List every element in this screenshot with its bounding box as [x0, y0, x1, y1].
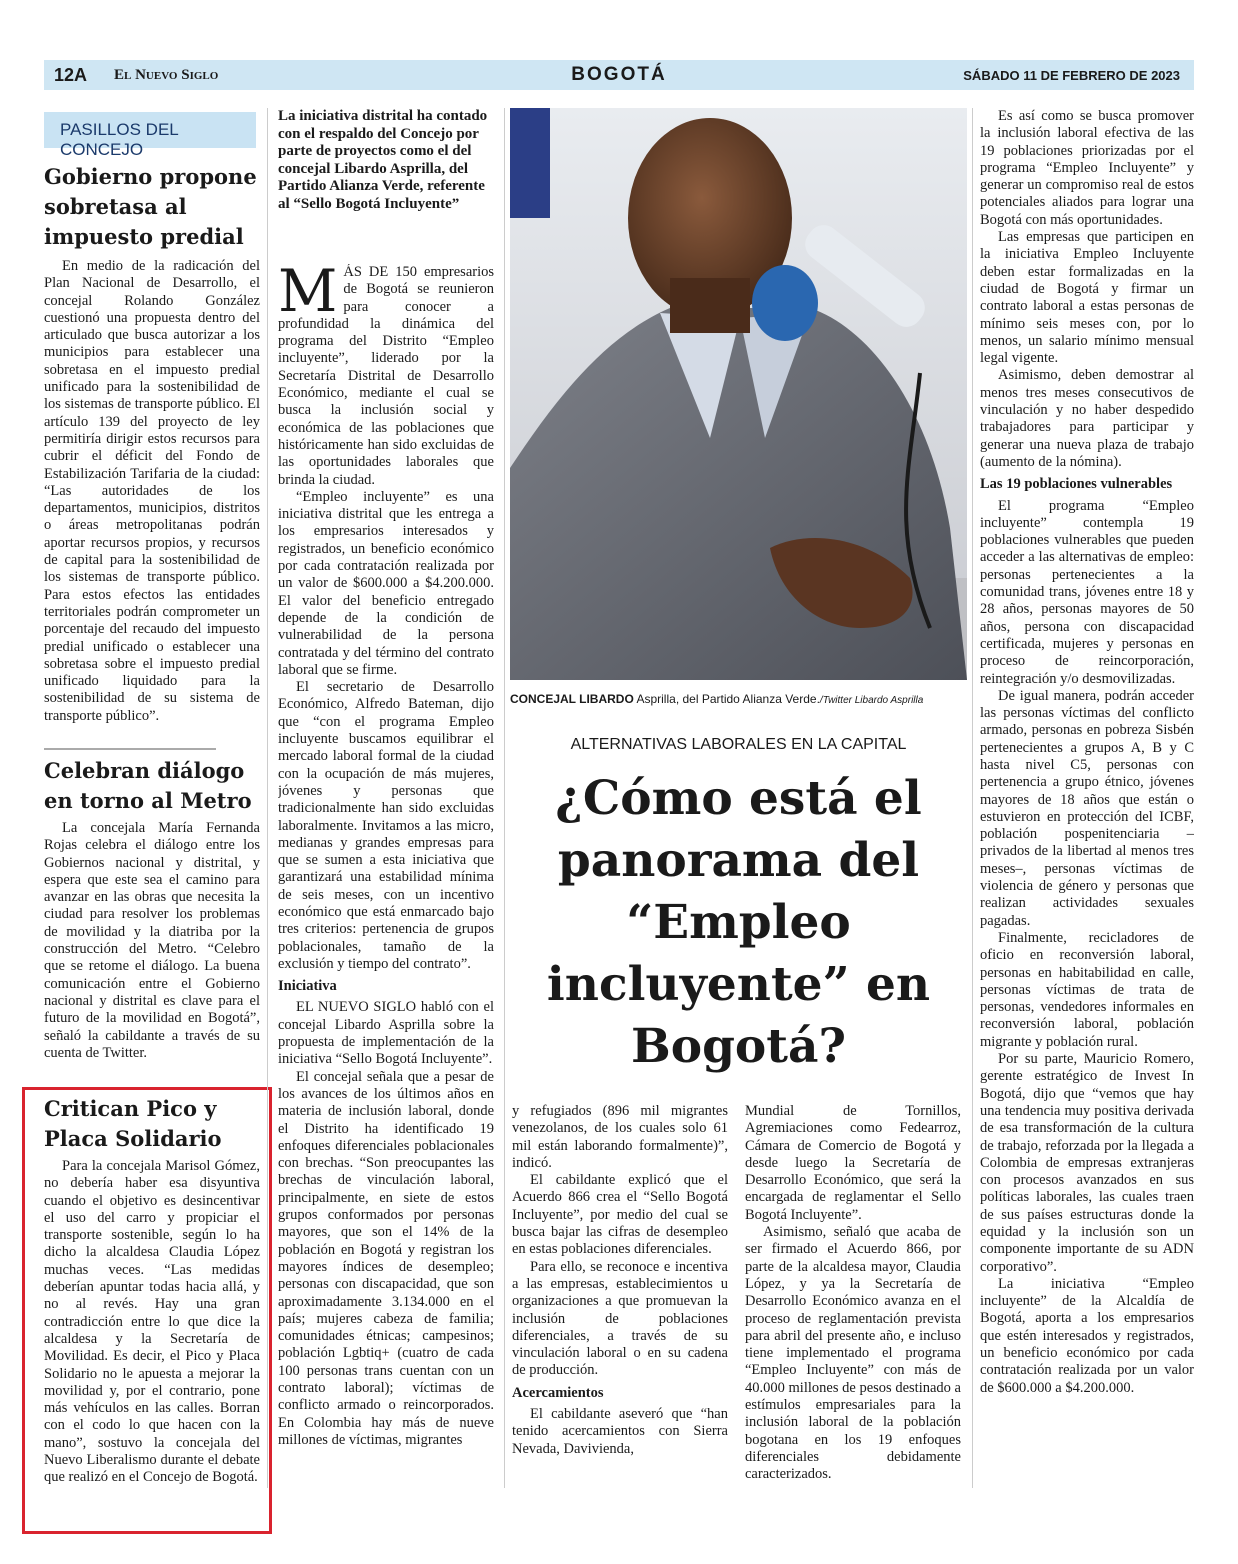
p1-rest: de Bogotá se reunieron para conocer a profundidad la dinámica del programa del Distrito “Empleo incluyente”, liderado por la Secretaría Distrital de Desarrollo Económico, mediante el cual se busca la inclusión social y económica de las poblaciones que históricamente han sido excluidas de las oportunidades laborales que brinda la ciudad. [278, 281, 494, 488]
p1-cap: ÁS DE 150 empresarios [343, 264, 494, 280]
subhead-poblaciones: Las 19 poblaciones vulnerables [980, 476, 1173, 493]
brief-3-title: Critican Pico y Placa Solidario [44, 1096, 222, 1151]
masthead: El Nuevo Siglo [114, 67, 219, 83]
article-column-3 [745, 1103, 961, 1489]
kicker: ALTERNATIVAS LABORALES EN LA CAPITAL [570, 736, 907, 753]
paragraph: Asimismo, deben demostrar al menos tres meses consecutivos de vinculación y no haber despedido trabajadores para participar y generar una nueva plaza de trabajo (aumento de la nómina). [980, 367, 1194, 470]
paragraph: “Empleo incluyente” es una iniciativa distrital que les entrega a los empresarios interesados y registrados, un beneficio económico por cada contratación realizada por un valor de $600.000 a $4.200.000. El valor del beneficio entregado depende de la condición de vulnerabilidad de la persona contratada y del término del contrato laboral que se firme. [278, 488, 494, 678]
paragraph: EL NUEVO SIGLO habló con el concejal Libardo Asprilla sobre la propuesta de implementación de la iniciativa “Sello Bogotá Incluyente”. [278, 999, 494, 1068]
paragraph: Finalmente, recicladores de oficio en reconversión laboral, personas en habitabilidad en calle, personas víctimas de trata de personas, vendedores informales en reconversión laboral, población migrante y población rural. [980, 929, 1194, 1050]
column-divider [972, 108, 973, 1488]
column-divider [504, 108, 505, 1488]
article-column-4 [980, 108, 1194, 1494]
brief-1-title: Gobierno propone sobretasa al impuesto predial [44, 164, 257, 249]
brief-3-text: Para la concejala Marisol Gómez, no debería haber esa disyuntiva cuando el objetivo es desincentivar el uso del carro y propiciar el transporte sostenible, según lo ha dicho la alcaldesa Claudia López muchas veces. “Las medidas deberían apuntar todas hacia allá, y no al revés. Hay una gran contradicción entre lo que dice la alcaldesa y la Secretaría de Movilidad. Es decir, el Pico y Placa Solidario no le apuesta a mejorar la movilidad y, por el contrario, pone más vehículos en las calles. Borran con el codo lo que hacen con la mano”, sostuvo la concejala del Nuevo Liberalismo durante el debate que realizó en el Concejo de Bogotá. [44, 1158, 260, 1486]
issue-date: SÁBADO 11 DE FEBRERO DE 2023 [963, 68, 1180, 83]
brief-3-body [44, 1158, 260, 1492]
subhead-iniciativa: Iniciativa [278, 978, 337, 995]
paragraph: El secretario de Desarrollo Económico, Alfredo Bateman, dijo que “con el programa Empleo incluyente buscamos equilibrar el mercado laboral formal de la ciudad con la ocupación de más mujeres, jóvenes y personas que tradicionalmente han sido excluidas laboralmente. Invitamos a las micro, medianas y grandes empresas para que se sumen a esta iniciativa que garantizará una estabilidad mínima de seis meses, con un incentivo económico que está enmarcado bajo tres criterios: pertenencia de grupos poblacionales, tamaño de la exclusión y tiempo del contrato”. [278, 679, 494, 972]
brief-divider [44, 748, 216, 750]
article-lead: La iniciativa distrital ha contado con el respaldo del Concejo por parte de proyectos como el del concejal Libardo Asprilla, del Partido Alianza Verde, referente al “Sello Bogotá Incluyente” [278, 108, 488, 212]
paragraph: Asimismo, señaló que acaba de ser firmado el Acuerdo 866, por parte de la alcaldesa mayor, Claudia López, y ya la Secretaría de Desarrollo Económico avanza en el proceso de reglamentación prevista para abril del presente año, e incluso tiene implementado el programa “Empleo Incluyente” con más de 40.000 millones de pesos destinado a estímulos empresariales para la inclusión laboral de la población bogotana en los 19 enfoques diferenciales debidamente caracterizados. [745, 1224, 961, 1483]
caption-bold: CONCEJAL LIBARDO [510, 692, 634, 706]
brief-2-title: Celebran diálogo en torno al Metro [44, 758, 252, 813]
sidebar-tag: PASILLOS DEL CONCEJO [44, 112, 256, 148]
backdrop-logo [510, 108, 550, 218]
microphone-head [752, 265, 818, 341]
headline: ¿Cómo está el panorama del “Empleo incluyente” en Bogotá? [546, 771, 931, 1074]
photo-caption [510, 692, 970, 706]
caption-text: Asprilla, del Partido Alianza Verde. [633, 692, 820, 706]
column-divider [267, 108, 268, 1488]
paragraph: La iniciativa “Empleo incluyente” de la Alcaldía de Bogotá, aporta a los empresarios que estén interesados y registrados, un beneficio económico por cada contratación realizada por un valor de $600.000 a $4.200.000. [980, 1275, 1194, 1396]
neck [670, 278, 750, 333]
paragraph: El programa “Empleo incluyente” contempla 19 poblaciones vulnerables que pueden acceder a las alternativas de empleo: personas pertenecientes a la comunidad trans, jóvenes entre 18 y 28 años, personas mayores de 50 años, persona con discapacidad certificada, mujeres y personas en proceso de reincorporación, reintegración y/o desmovilizadas. [980, 497, 1194, 687]
paragraph: El cabildante aseveró que “han tenido acercamientos con Sierra Nevada, Davivienda, [512, 1406, 728, 1457]
page-number: 12A [54, 65, 88, 85]
paragraph: Por su parte, Mauricio Romero, gerente estratégico de Invest In Bogotá, dijo que “vemos que hay una tendencia muy positiva derivada de esa transformación de la cultura de trabajo, reforzada por la llegada a Colombia de empresas extranjeras con procesos avanzados en sus políticas laborales, las cuales traen de sus países estructuras donde la equidad y la inclusión son un componente importante de su ADN corporativo”. [980, 1051, 1194, 1275]
brief-1-text: En medio de la radicación del Plan Nacional de Desarrollo, el concejal Rolando González cuestionó una propuesta dentro del articulado que busca autorizar a los municipios para establecer una sobretasa en el impuesto predial unificado para la sostenibilidad de los sistemas de transporte público. El artículo 139 del proyecto de ley permitiría dirigir estos recursos para cubrir el déficit del Fondo de Estabilización Tarifaria de la ciudad: “Las autoridades de los departamentos, municipios, distritos o áreas metropolitanas podrán aportar recursos propios, y recursos de capital para la sostenibilidad de los sistemas de transporte público. Para estos efectos las entidades territoriales podrán comprometer un porcentaje del recaudo del impuesto predial unificado o establecer una sobretasa sobre el impuesto predial unificado liquidado para la sostenibilidad de su sistema de transporte público”. [44, 258, 260, 724]
paragraph: El concejal señala que a pesar de los avances de los últimos años en materia de inclusión laboral, donde el Distrito ha identificado 19 enfoques diferenciales poblacionales con brechas. “Son preocupantes las brechas de vinculación laboral, principalmente, en siete de estos grupos conformados por personas mayores, que son el 14% de la población en Bogotá y registran los mayores índices de desempleo; personas con discapacidad, que son aproximadamente 3.134.000 en el país; mujeres cabeza de familia; comunidades étnicas; campesinos; población Lgbtiq+ (cuatro de cada 100 personas trans cuentan con un contrato laboral); víctimas de conflicto armado o reincorporados. En Colombia hay más de nueve millones de víctimas, migrantes [278, 1068, 494, 1448]
article-column-1 [278, 264, 494, 1488]
paragraph: Mundial de Tornillos, Agremiaciones como Fedearroz, Cámara de Comercio de Bogotá y desde luego la Secretaría de Desarrollo Económico, que será la encargada de reglamentar el Sello Bogotá Incluyente”. [745, 1103, 961, 1223]
article-photo [510, 108, 967, 680]
photo-credit: /Twitter Libardo Asprilla [819, 695, 924, 706]
paragraph: Para ello, se reconoce e incentiva a las empresas, establecimientos u organizaciones a que promuevan la inclusión de poblaciones diferenciales, a través de su vinculación laboral o en su cadena de producción. [512, 1258, 728, 1379]
page-header [44, 60, 1194, 90]
brief-2-text: La concejala María Fernanda Rojas celebra el diálogo entre los Gobiernos nacional y distrital, y espera que este sea el camino para avanzar en las obras que necesita la ciudad para resolver los problemas de movilidad y la diatriba por la construcción del Metro. “Celebro que se retome el diálogo. La buena comunicación entre el Gobierno nacional y distrital es clave para el futuro de la movilidad en Bogotá”, señaló la cabildante a través de su cuenta de Twitter. [44, 820, 260, 1061]
paragraph: De igual manera, podrán acceder las personas víctimas del conflicto armado, personas en pobreza Sisbén pertenecientes a grupos A, B y C hasta nivel C5, personas con pertenencia a grupo étnico, jóvenes mayores de 18 años que están o estuvieron en protección del ICBF, población pospenitenciaria –privados de la libertad al menos tres meses–, personas víctimas de violencia de género y personas que realizan actividades sexuales pagadas. [980, 687, 1194, 929]
subhead-acercamientos: Acercamientos [512, 1384, 604, 1401]
article-column-2 [512, 1103, 728, 1489]
paragraph: Es así como se busca promover la inclusión laboral efectiva de las 19 poblaciones priorizadas por el programa “Empleo Incluyente” y generar un compromiso real de estos potenciales aliados para lograr una Bogotá con más oportunidades. [980, 108, 1194, 228]
drop-cap: M [278, 264, 338, 325]
paragraph: Las empresas que participen en la iniciativa Empleo Incluyente deben estar formalizadas en la ciudad de Bogotá y firmar un contrato laboral a estas personas de mínimo seis meses con, por lo menos, un salario mínimo mensual legal vigente. [980, 229, 1194, 367]
paragraph: y refugiados (896 mil migrantes venezolanos, de los cuales solo 61 mil están laborando formalmente)”, indicó. [512, 1103, 728, 1171]
section-title: BOGOTÁ [571, 64, 667, 85]
paragraph: El cabildante explicó que el Acuerdo 866 crea el “Sello Bogotá Incluyente”, por medio del cual se busca bajar las cifras de desempleo en estas poblaciones diferenciales. [512, 1172, 728, 1258]
brief-2-body [44, 820, 260, 1082]
brief-1-body [44, 258, 260, 742]
photo-illustration [510, 108, 967, 680]
